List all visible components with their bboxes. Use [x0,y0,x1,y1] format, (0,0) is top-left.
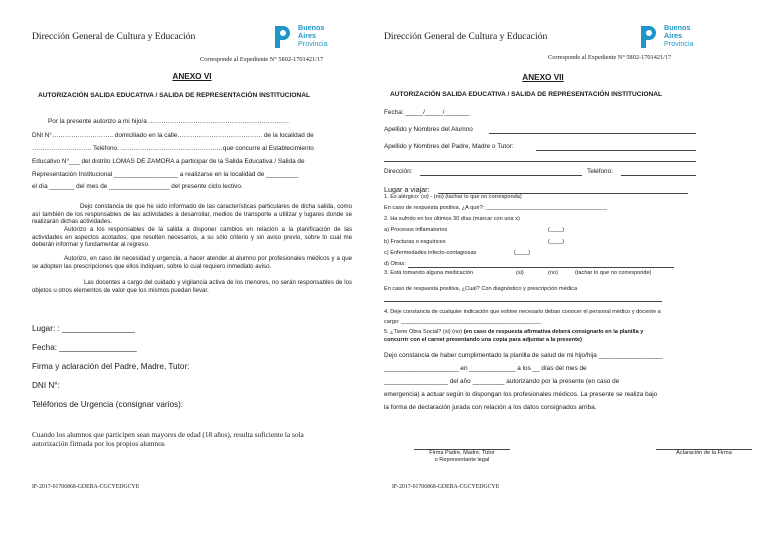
field-firma[interactable]: Firma y aclaración del Padre, Madre, Tutor: [32,362,190,371]
item-5-note-1: (en caso de respuesta afirmativa deberá consignarlo en la planilla y [463,329,644,335]
field-apellido-alumno[interactable]: Apellido y Nombres del Alumno [384,126,473,133]
org-name: Dirección General de Cultura y Educación [384,31,548,42]
footer-id: IF-2017-01706868-GDEBA-CGCYEDGCYE [392,484,500,490]
item-2c: c) Enfermedades infecto-contagiosas [384,250,477,256]
item-2a: a) Procesos inflamatorios [384,227,448,233]
paragraph-4: Las docentes a cargo del cuidado y vigilancia activa de los menores, no serán responsables de los objetos u otros elementos de valor que los mismos puedan llevar. [32,279,352,294]
input-line [536,150,696,151]
org-name: Dirección General de Cultura y Educación [32,31,196,42]
field-fecha[interactable]: Fecha: _________________ [32,343,137,352]
item-5-question: 5. ¿Tiene Obra Social? (si) (no) [384,329,464,335]
footer-id: IF-2017-01706868-GDEBA-CGCYEDGCYE [32,484,140,490]
field-apellido-padre[interactable]: Apellido y Nombres del Padre, Madre o Tutor: [384,143,514,150]
item-4: 4. Deje constancia de cualquier indicación que estime necesario deban conocer el personal médico y docente a [384,309,661,315]
item-2: 2. Ha sufrido en los últimos 30 días (marcar con una x) [384,216,520,222]
constancia-line-3: __________________ del año _________ autorizando por la presente (en caso de [384,378,620,385]
logo-text-1: Buenos [298,23,325,32]
form-line-5: Representación Institucional __________________ a realizarse en la localidad de _________ [32,171,299,178]
logo-text-2: Aires [298,31,316,40]
annex-title: ANEXO VII [522,73,564,82]
note-line-1: Cuando los alumnos que participen sean mayores de edad (18 años), resulta suficiente la sola [32,430,304,439]
form-line-3: ………………………. Teléfono. …………………………………………que concurre al Establecimiento [32,145,314,152]
constancia-line-1: Dejo constancia de haber cumplimentado la planilla de salud de mi hijo/hija __________________ [384,352,663,359]
item-3-detail: En caso de respuesta positiva, ¿Cuál? Con diagnóstico y prescripción médica [384,286,578,292]
form-line-2: DNI N°……………………….. domiciliado en la calle…………………………………. de la localidad de [32,132,314,139]
constancia-line-5: la forma de declaración jurada con relación a los datos consignados arriba. [384,404,597,411]
paragraph-3: Autorizo, en caso de necesidad y urgencia, a hacer atender al alumno por profesionales médicos y a que se adopten las prescripciones que ellos indiquen, sobre lo cual requiero inmediato aviso. [32,255,352,270]
check-2b[interactable]: (____) [548,239,565,245]
logo-text-1: Buenos [664,23,691,32]
field-dni[interactable]: DNI N°: [32,381,60,390]
annex-subtitle: AUTORIZACIÓN SALIDA EDUCATIVA / SALIDA DE REPRESENTACIÓN INSTITUCIONAL [390,91,663,98]
field-direccion[interactable]: Dirección: [384,168,413,175]
paragraph-1: Dejo constancia de que he sido informado de las características particulares de dicha salida, como así también de los responsables de las actividades a desarrollar, medios de transporte a utilizar y lugares donde se realizarán dichas actividades. [32,203,352,226]
item-5 [384,329,643,335]
item-1: 1. Es alérgico: (si) - (no) (tachar lo que no corresponda) [384,194,522,200]
page-anexo-vii [384,0,768,543]
field-lugar[interactable]: Lugar: : ________________ [32,324,135,333]
logo-text-3: Provincia [664,39,694,48]
annex-subtitle: AUTORIZACIÓN SALIDA EDUCATIVA / SALIDA DE REPRESENTACIÓN INSTITUCIONAL [38,92,311,99]
input-line [384,161,696,162]
logo-text-3: Provincia [298,39,328,48]
item-3-note: (tachar lo que no corresponde) [575,270,652,276]
input-line [408,267,674,268]
check-2a[interactable]: (____) [548,227,565,233]
form-line-6: el día _______ del mes de _________________ del presente ciclo lectivo. [32,183,243,190]
item-3-no[interactable]: (no) [548,270,558,276]
item-2d: d) Otras: [384,261,406,267]
expediente: Corresponde al Expediente N° 5802-1701421/17 [200,56,324,63]
item-2b: b) Fracturas o esguinces [384,239,446,245]
form-line-4: Educativo N°___ del distrito LOMAS DE ZAMORA a participar de la Salida Educativa / Salida de [32,158,305,165]
item-4-cargo: cargo: _____________________________________________ [384,319,542,325]
input-line [420,175,582,176]
constancia-line-2: _____________________ en _____________ a los __ días del mes de [384,365,587,372]
check-2c[interactable]: (____) [514,250,531,256]
paragraph-2: Autorizo a los responsables de la salida a disponer cambios en relación a la planificación de las actividades en aspectos acotados, que resulten necesarios, a su sólo criterio y sin aviso previo, sobre lo cual me deberán informar y fundamentar al regreso. [32,226,352,249]
form-line-1: Por la presente autorizo a mi hijo/a ………………………………………………………… [48,118,290,125]
field-lugar[interactable]: Lugar a viajar: [384,185,430,194]
item-3-si[interactable]: (si) [516,270,524,276]
annex-title: ANEXO VI [172,72,212,81]
item-1-detail: En caso de respuesta positiva, ¿A qué?: _______________________________________ [384,205,608,211]
note-line-2: autorización firmada por los propios alumnos [32,439,165,448]
constancia-line-4: emergencia) a actuar según lo dispongan los profesionales médicos. La presente se realiza bajo [384,391,658,398]
input-line [489,133,696,134]
province-logo-icon [639,24,659,50]
field-telefonos[interactable]: Teléfonos de Urgencia (consignar varios): [32,400,184,409]
signature-label-1: Firma Padre, Madre, Tutor [429,450,495,456]
expediente: Corresponde al Expediente N° 5802-1701421/17 [548,54,672,61]
province-logo-icon [273,24,293,50]
aclaracion-label: Aclaración de la Firma [676,450,732,456]
field-fecha[interactable]: Fecha: _____/_____/_______ [384,109,470,116]
field-telefono[interactable]: Teléfono: [587,168,613,175]
input-line [384,301,662,302]
input-line [621,175,696,176]
item-3: 3. Está tomando alguna medicación [384,270,473,276]
logo-text-2: Aires [664,31,682,40]
item-5-note-2: concurrir con el carnet presentando una copia para adjuntar a la presente) [384,337,583,343]
signature-label-2: o Representante legal [434,457,490,463]
